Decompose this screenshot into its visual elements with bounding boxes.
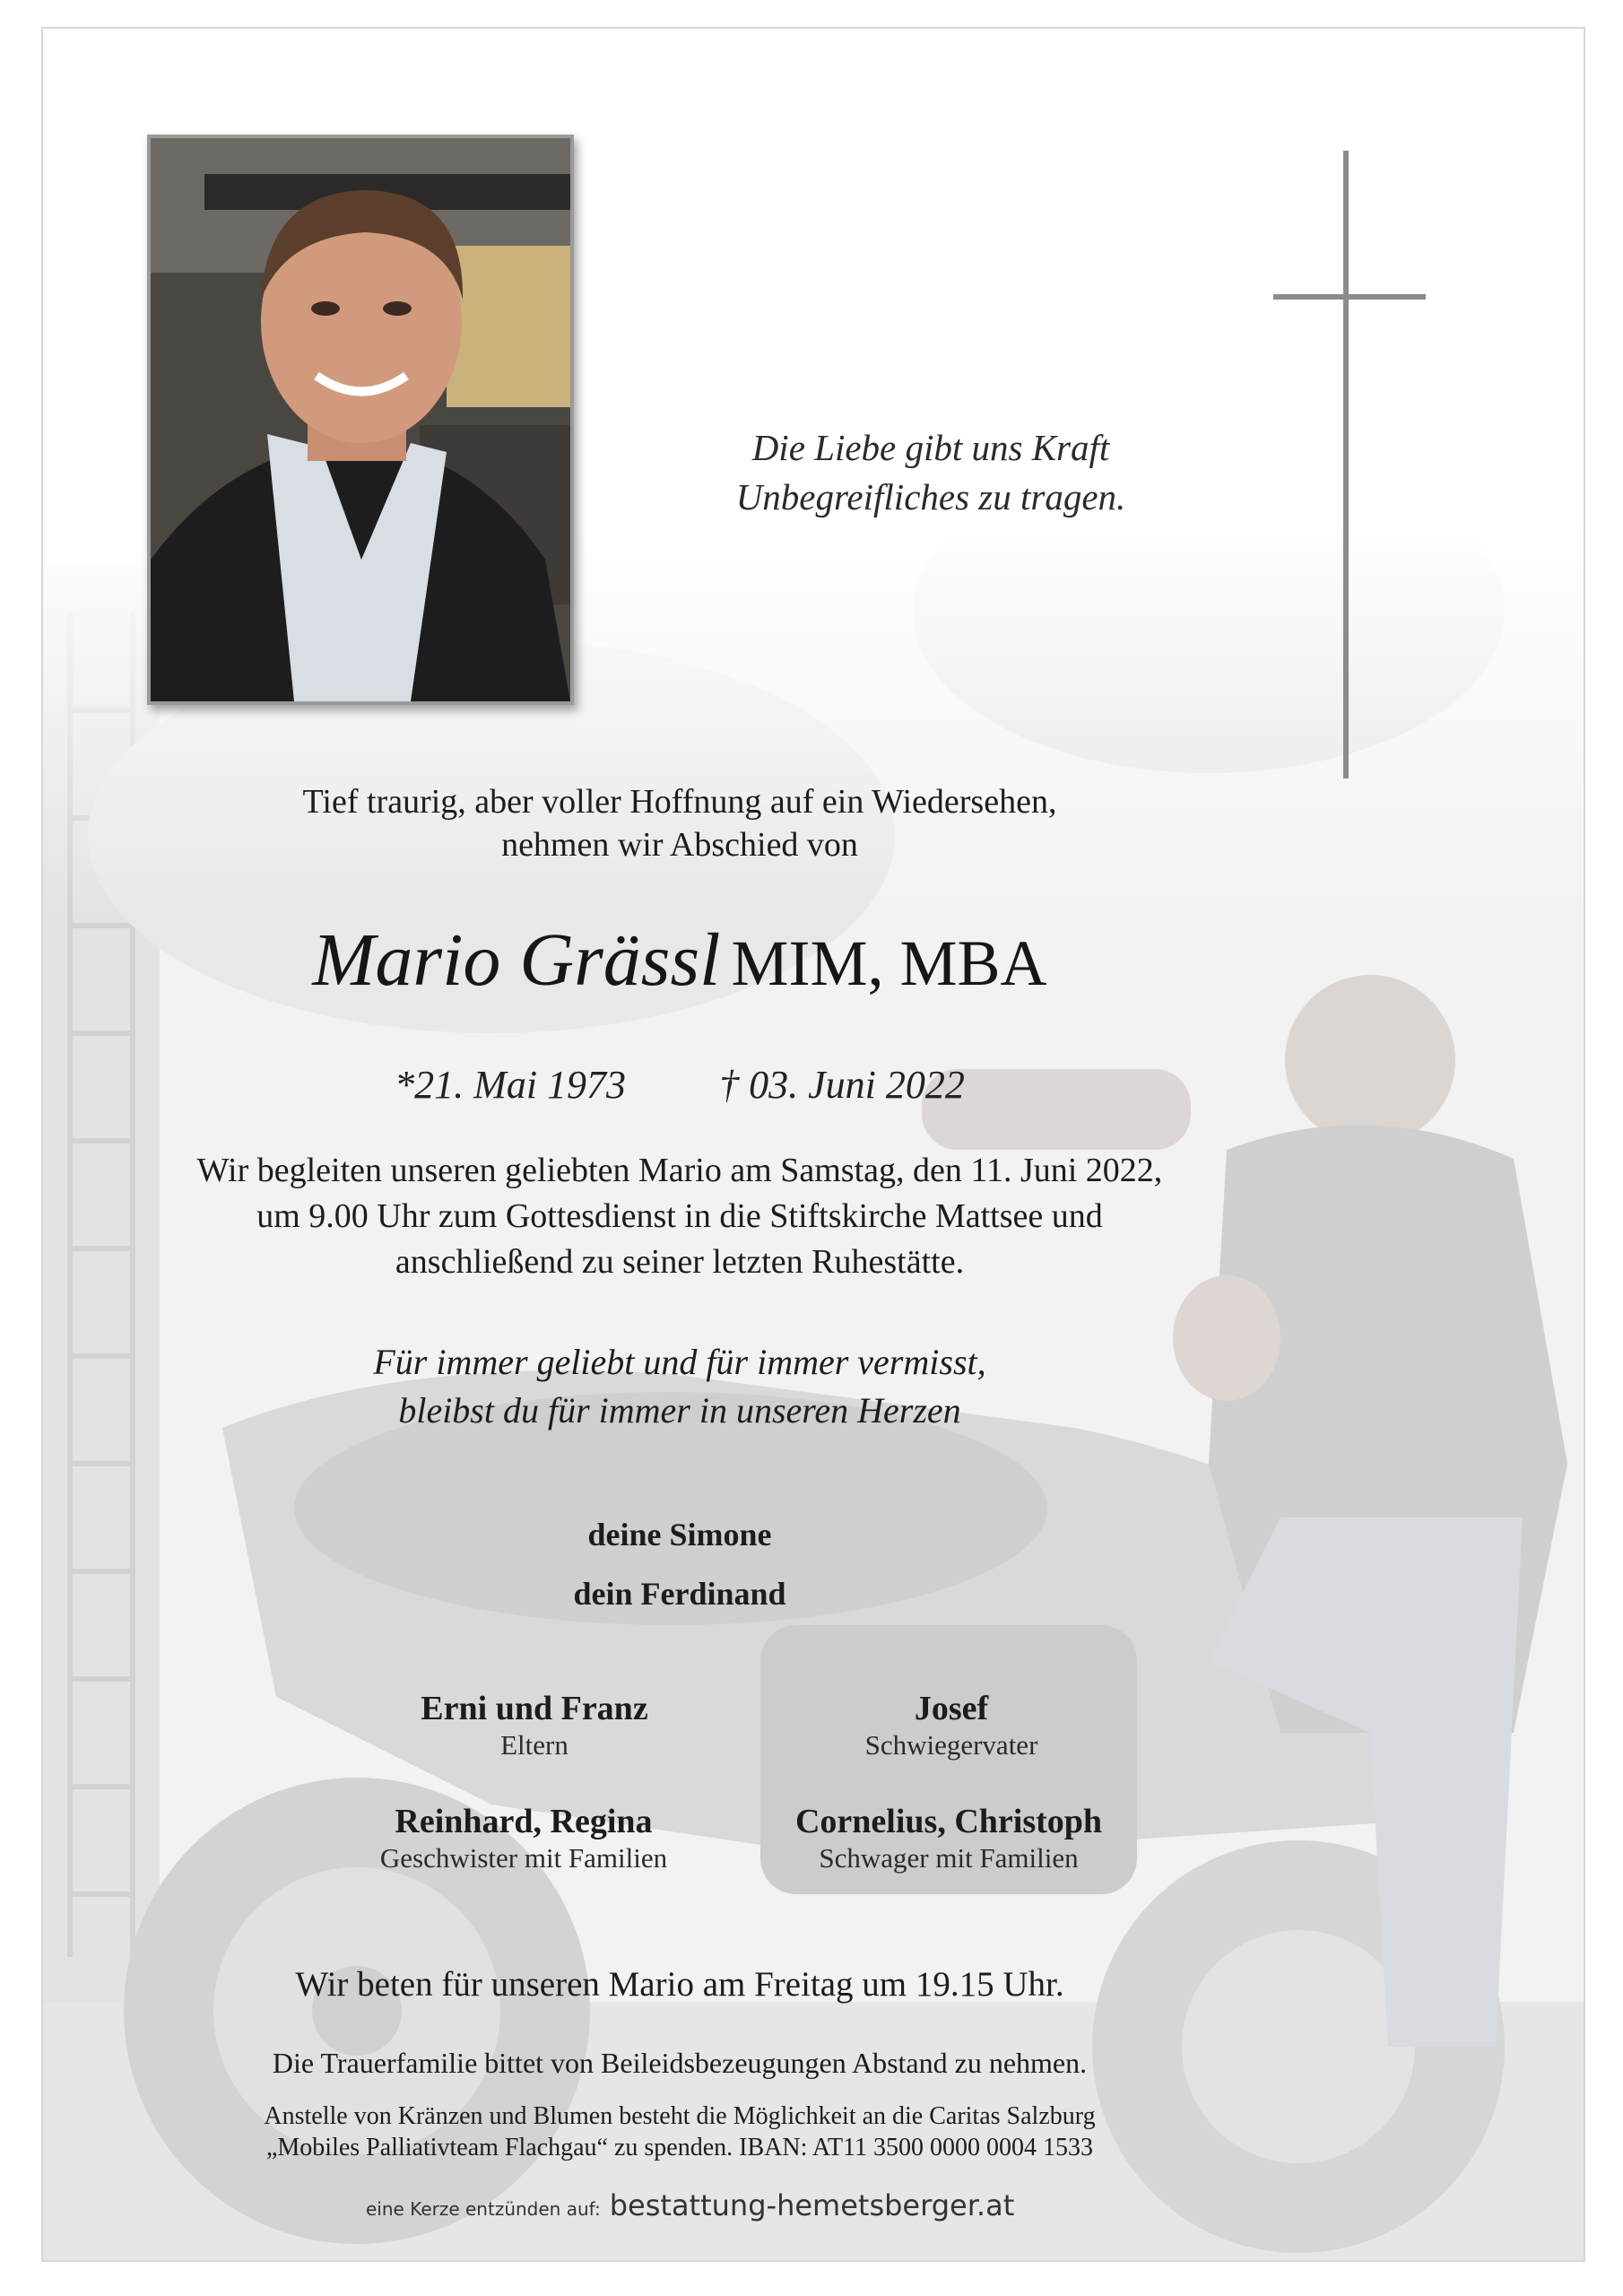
condolence-notice: Die Trauerfamilie bittet von Beileidsbezeugungen Abstand zu nehmen. — [272, 2047, 1088, 2079]
intro-text: Tief traurig, aber voller Hoffnung auf ein Wiedersehen, nehmen wir Abschied von — [302, 783, 1057, 864]
relative-relation: Schwager mit Familien — [819, 1842, 1079, 1874]
deceased-name-line — [187, 917, 1173, 1004]
relative-brothers-in-law — [698, 1801, 1200, 1874]
memory-text: Für immer geliebt und für immer vermisst, bleibst du für immer in unseren Herzen — [373, 1342, 986, 1431]
relative-relation: Geschwister mit Familien — [379, 1842, 668, 1874]
relative-name: Erni und Franz — [421, 1690, 648, 1727]
cross-icon-crossbar — [1273, 294, 1426, 300]
relative-name: Cornelius, Christoph — [794, 1803, 1103, 1840]
relative-relation: Schwiegervater — [864, 1729, 1038, 1761]
life-dates — [187, 1062, 1173, 1108]
obituary-card — [41, 27, 1585, 2262]
donation-text: Anstelle von Kränzen und Blumen besteht die Möglichkeit an die Caritas Salzburg „Mobiles Palliativteam Flachgau“ zu spenden. IBAN: AT11 3500 0000 0004 1533 — [264, 2102, 1096, 2161]
funeral-text: Wir begleiten unseren geliebten Mario am Samstag, den 11. Juni 2022, um 9.00 Uhr zum Gottesdienst in die Stiftskirche Mattsee und anschließend zu seiner letzten Ruhestätte. — [196, 1152, 1163, 1281]
relative-name: Josef — [914, 1690, 989, 1727]
footer-prefix: eine Kerze entzünden auf: — [366, 2198, 601, 2220]
relative-father-in-law — [700, 1688, 1202, 1761]
relative-relation: Eltern — [500, 1729, 568, 1761]
portrait-photo — [147, 135, 574, 705]
website-link[interactable]: bestattung-hemetsberger.at — [609, 2188, 1015, 2222]
cross-icon — [1343, 151, 1349, 778]
mourner-ferdinand: dein Ferdinand — [573, 1576, 786, 1612]
death-date: † 03. Juni 2022 — [719, 1063, 965, 1107]
deceased-title: MIM, MBA — [731, 927, 1047, 999]
prayer-text: Wir beten für unseren Mario am Freitag um 19.15 Uhr. — [295, 1965, 1064, 2004]
deceased-name: Mario Grässl — [312, 918, 721, 1002]
mourner-simone: deine Simone — [587, 1517, 772, 1552]
relative-name: Reinhard, Regina — [395, 1803, 653, 1840]
quote: Die Liebe gibt uns Kraft Unbegreifliches zu tragen. — [735, 427, 1126, 517]
portrait-image — [151, 138, 570, 701]
birth-date: *21. Mai 1973 — [395, 1063, 627, 1107]
footer — [366, 2188, 1015, 2222]
